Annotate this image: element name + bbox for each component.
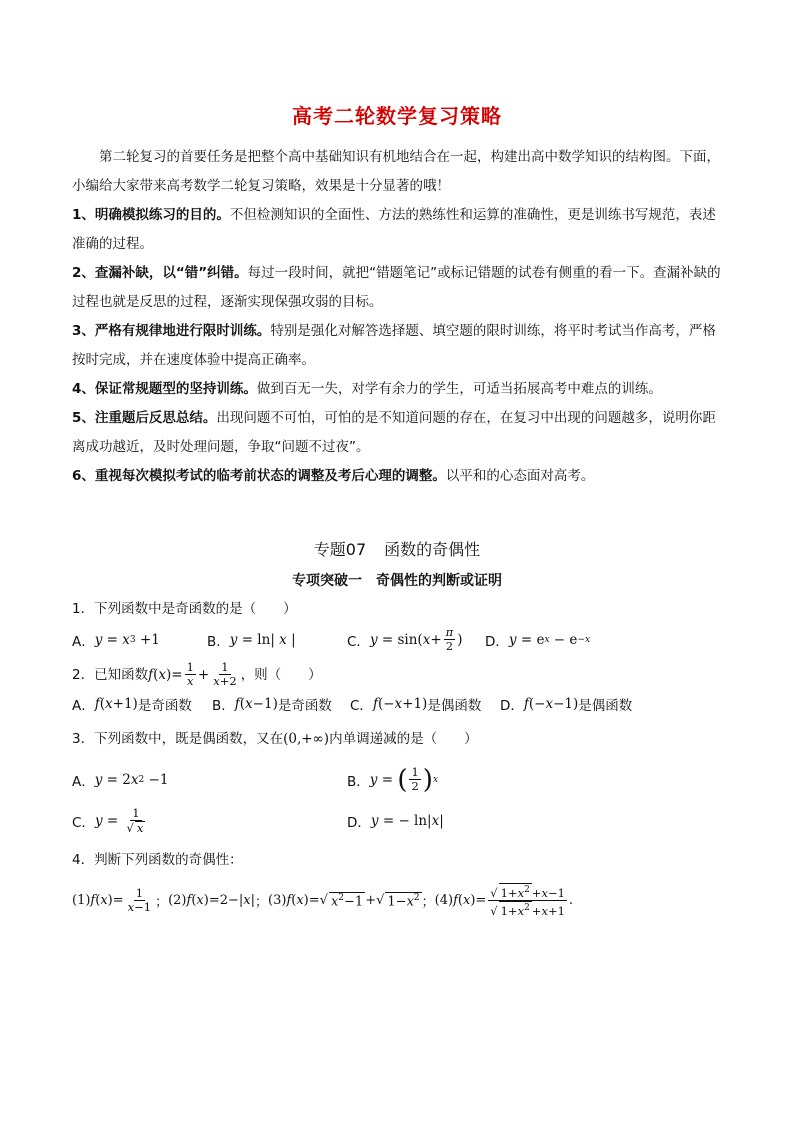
tip-head: 5、注重题后反思总结。: [72, 410, 217, 426]
question-2-stem: 2．已知函数 f ( x )= $\frac{1}{x}$ + $\frac{1}{x+2}$ ，则（ ）: [72, 660, 322, 688]
tip-body: 出现问题不可怕，可怕的是不知道问题的存在，在复习中出现的问题越多，说明你距离成功越近，及时处理问题，争取“问题不过夜”。: [72, 410, 716, 455]
option-a: A． y = 2 x 2 −1: [72, 771, 169, 790]
question-4-stem: 4．判断下列函数的奇偶性：: [72, 852, 243, 868]
option-b: B． f ( x −1) 是奇函数: [212, 696, 332, 714]
tip-3: [72, 317, 722, 375]
option-c: C． y = 1 √ x: [72, 807, 347, 835]
question-2-options: [72, 694, 722, 714]
tip-body: 不但检测知识的全面性、方法的熟练性和运算的准确性，更是训练书写规范，表述准确的过程。: [72, 207, 716, 252]
subsection-heading: 专项突破一 奇偶性的判断或证明: [292, 573, 502, 589]
option-c: C． y = sin( x + $\frac{\pi}{2}$ ): [347, 625, 463, 653]
tip-body: 做到百无一失，对学有余力的学生，可适当拓展高考中难点的训练。: [256, 381, 662, 397]
tip-head: 6、重视每次模拟考试的临考前状态的调整及考后心理的调整。: [72, 468, 446, 484]
tip-1: [72, 201, 722, 259]
question-3-options-row1: [72, 766, 722, 793]
option-d: D． y = e x − e −x: [485, 631, 591, 650]
tip-6: [72, 462, 722, 491]
question-1-stem: 1．下列函数中是奇函数的是（ ）: [72, 601, 297, 617]
section-name: 函数的奇偶性: [384, 540, 481, 559]
option-c: C． f (− x +1) 是偶函数: [350, 696, 482, 714]
tip-head: 4、保证常规题型的坚持训练。: [72, 381, 257, 397]
question-1-options: [72, 626, 722, 653]
tip-head: 1、明确模拟练习的目的。: [72, 207, 230, 223]
question-3-options-row2: [72, 807, 722, 835]
section-heading: [72, 537, 722, 560]
option-d: D． y = − ln| x |: [347, 813, 444, 831]
option-b: B． y = ( $\frac{1}{2}$ ) x: [347, 764, 439, 795]
tip-2: [72, 259, 722, 317]
tip-body: 以平和的心态面对高考。: [445, 468, 595, 484]
intro-paragraph: 第二轮复习的首要任务是把整个高中基础知识有机地结合在一起，构建出高中数学知识的结构图。下面，小编给大家带来高考数学二轮复习策略，效果是十分显著的哦！: [72, 149, 720, 194]
option-a: A． f ( x +1) 是奇函数: [72, 696, 192, 714]
option-a: A． y = x 3 +1: [72, 631, 160, 650]
question-3-stem: 3．下列函数中，既是偶函数，又在 (0,+∞) 内单调递减的是（ ）: [72, 731, 478, 747]
tip-head: 3、严格有规律地进行限时训练。: [72, 323, 271, 339]
tip-4: [72, 375, 722, 404]
option-b: B． y = ln| x |: [207, 631, 296, 650]
tip-5: [72, 404, 722, 462]
option-d: D． f (− x −1) 是偶函数: [500, 696, 633, 714]
document-title: 高考二轮数学复习策略: [292, 104, 502, 128]
tip-body: 每过一段时间，就把“错题笔记”或标记错题的试卷有侧重的看一下。查漏补缺的过程也就是反思的过程，逐渐实现保强攻弱的目标。: [72, 265, 721, 310]
tip-body: 特别是强化对解答选择题、填空题的限时训练，将平时考试当作高考，严格按时完成，并在速度体验中提高正确率。: [72, 323, 716, 368]
question-4-parts: (1) f ( x )= $\frac{1}{x-1}$ ； (2) f ( x )=2−| x | ； (3) f ( x )= √ $x^2-1$ + √ $1-x^2$ ； (4) f ( x )= √ $1+x^2 +x-1$ √ $1+x^2 +x+1$ .: [72, 883, 722, 918]
document-page: [72, 100, 722, 926]
section-number: 专题07: [313, 540, 367, 559]
tip-head: 2、查漏补缺，以“错”纠错。: [72, 265, 248, 281]
